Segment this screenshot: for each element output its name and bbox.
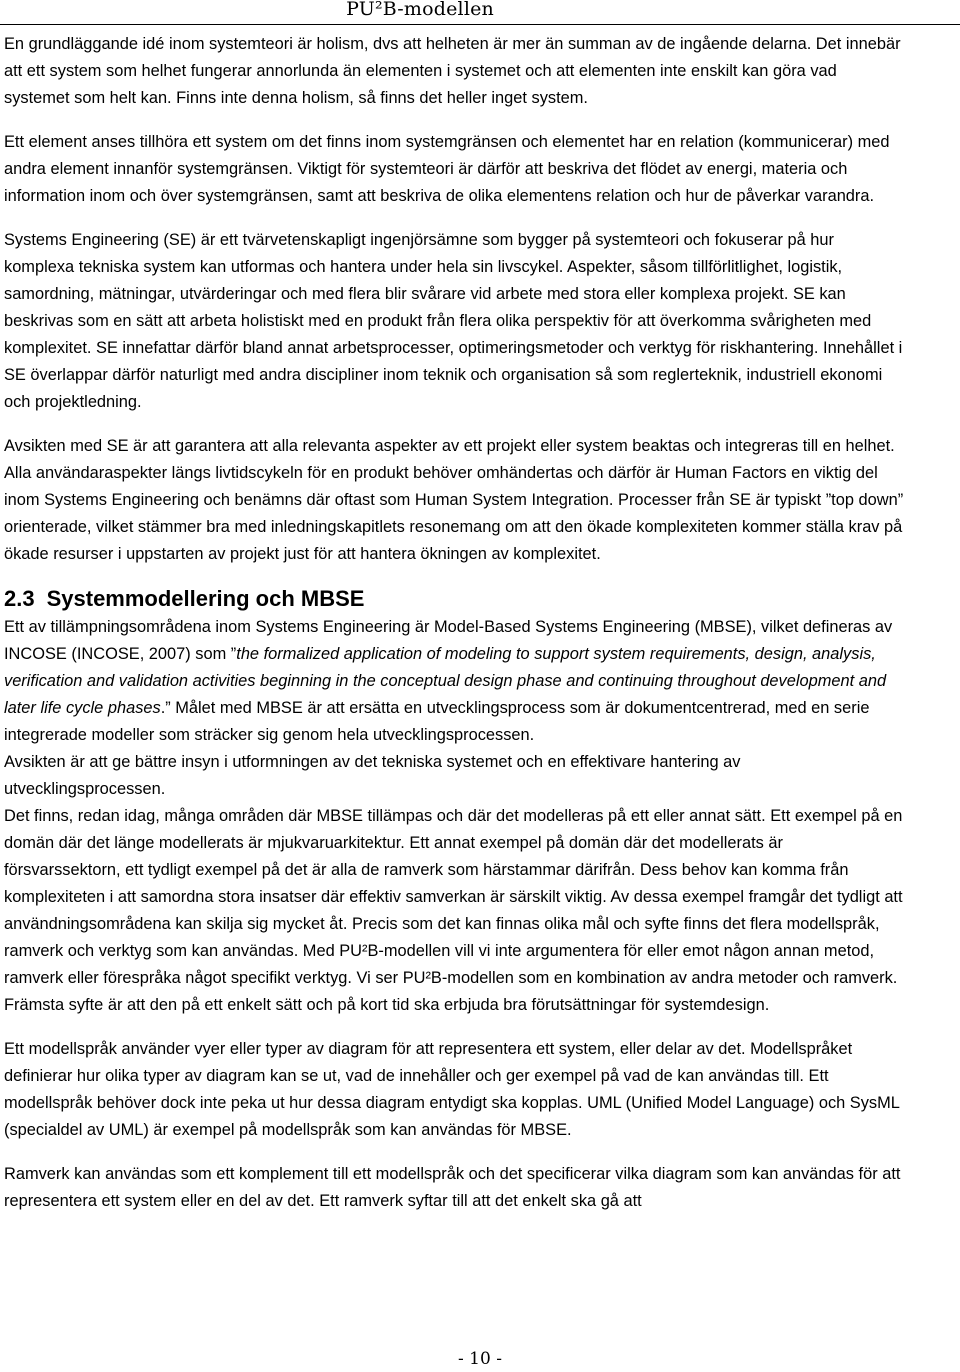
paragraph-framework: Ramverk kan användas som ett komplement till ett modellspråk och det specificerar vilka diagram som kan användas för att representera ett system eller en del av det. Ett ramverk syftar till att det enkelt ska gå att: [4, 1165, 901, 1210]
section-number: 2.3: [4, 586, 35, 611]
paragraph-mbse-domains: Det finns, redan idag, många områden där MBSE tillämpas och där det modelleras på ett eller annat sätt. Ett exempel på en domän där det länge modellerats är mjukvaruarkitektur. Ett annat exempel på domän där det modellerats är försvarssektorn, ett tydligt exempel på det är alla de ramverk som härstammar därifrån. Dess behov kan komma från komplexiteten i att samordna stora insatser där effektiv samverkan är särskilt viktig. Av dessa exempel framgår det tydligt att användningsområdena kan skilja sig mycket åt. Precis som det kan finnas olika mål och syfte finns det flera modellspråk, ramverk och verktyg som kan användas. Med PU²B-modellen vill vi inte argumentera för eller emot någon annan metod, ramverk eller förespråka något specifikt verktyg. Vi ser PU²B-modellen som en kombination av andra metoder och ramverk. Främsta syfte är att den på ett enkelt sätt och på kort tid ska erbjuda bra förutsättningar för systemdesign.: [4, 807, 903, 1014]
paragraph-se-purpose: Avsikten med SE är att garantera att alla relevanta aspekter av ett projekt eller system beaktas och integreras till en helhet. Alla användaraspekter längs livtidscykeln för en produkt behöver omhändertas och därför är Human Factors en viktig del inom Systems Engineering och benämns där oftast som Human System Integration. Processer från SE är typiskt ”top down” orienterade, vilket stämmer bra med inledningskapitlets resonemang om att den ökade komplexiteten kommer ställa krav på ökade resurser i uppstarten av projekt just för att hantera ökningen av komplexitet.: [4, 437, 904, 563]
paragraph-holism: En grundläggande idé inom systemteori är holism, dvs att helheten är mer än summan av de ingående delarna. Det innebär att ett system som helhet fungerar annorlunda än elementen i systemet och att elementen inte enskilt kan göra vad systemet som helt kan. Finns inte denna holism, så finns det heller inget system.: [4, 35, 901, 107]
paragraph-mbse-aim: Avsikten är att ge bättre insyn i utformningen av det tekniska systemet och en effektivare hantering av utvecklingsprocessen.: [4, 753, 741, 798]
header-rule: [0, 24, 960, 25]
section-title: Systemmodellering och MBSE: [46, 586, 365, 611]
page-content: [4, 31, 904, 1215]
page-number: - 10 -: [458, 1349, 502, 1369]
paragraph-modeling-language: Ett modellspråk använder vyer eller typer av diagram för att representera ett system, eller delar av det. Modellspråket definierar hur olika typer av diagram kan se ut, vad de innehåller och ger exempel på vad de kan användas till. Ett modellspråk behöver dock inte peka ut hur dessa diagram entydigt ska kopplas. UML (Unified Model Language) och SysML (specialdel av UML) är exempel på modellspråk som kan användas för MBSE.: [4, 1040, 900, 1139]
paragraph-mbse-definition: [4, 614, 904, 749]
running-header: PU²B-modellen: [346, 0, 494, 20]
paragraph-systems-engineering: Systems Engineering (SE) är ett tvärvetenskapligt ingenjörsämne som bygger på systemteori och fokuserar på hur komplexa tekniska system kan utformas och hantera under hela sin livscykel. Aspekter, såsom tillförlitlighet, logistik, samordning, mätningar, utvärderingar och med flera blir svårare vid arbete med stora eller komplexa projekt. SE kan beskrivas som en sätt att arbeta holistiskt med en produkt från flera olika perspektiv för att överkomma svårigheten med komplexitet. SE innefattar därför bland annat arbetsprocesser, optimeringsmetoder och verktyg för riskhantering. Innehållet i SE överlappar därför naturligt med andra discipliner inom teknik och organisation så som reglerteknik, industriell ekonomi och projektledning.: [4, 231, 903, 411]
paragraph-system-boundary: Ett element anses tillhöra ett system om det finns inom systemgränsen och elementet har en relation (kommunicerar) med andra element innanför systemgränsen. Viktigt för systemteori är därför att beskriva det flödet av energi, materia och information inom och över systemgränsen, samt att beskriva de olika elementens relation och hur de påverkar varandra.: [4, 133, 890, 205]
section-heading: [4, 584, 904, 614]
incose-quote: the formalized application of modeling to support system requirements, design, analysis, verification and validation activities beginning in the conceptual design phase and continuing throughout development and later life cycle phases: [4, 645, 887, 717]
mbse-goal-text: .” Målet med MBSE är att ersätta en utvecklingsprocess som är dokumentcentrerad, med en serie integrerade modeller som sträcker sig genom hela utvecklingsprocessen.: [4, 699, 870, 744]
mbse-intro-text: Ett av tillämpningsområdena inom Systems Engineering är Model-Based Systems Engineering (MBSE), vilket defineras av INCOSE (INCOSE, 2007) som ”: [4, 618, 893, 663]
